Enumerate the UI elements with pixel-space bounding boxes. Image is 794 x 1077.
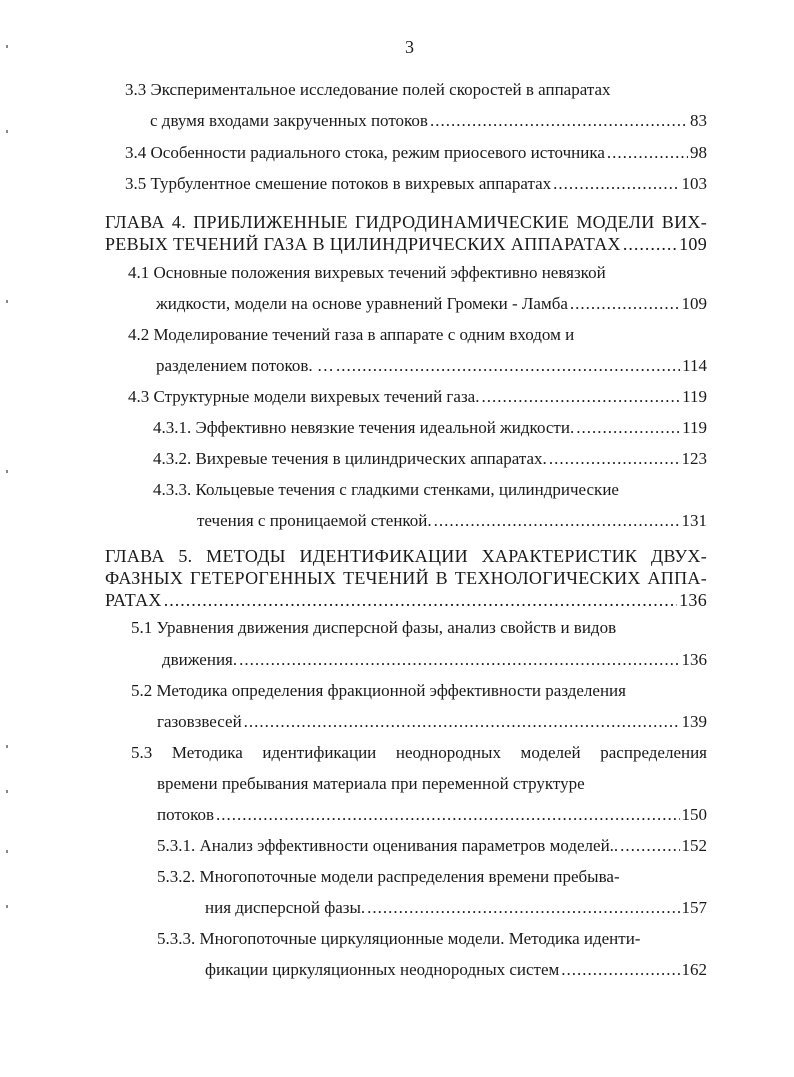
toc-page-number: 139 (681, 712, 707, 731)
toc-entry-5-3[interactable] (157, 805, 707, 825)
scan-speck (6, 300, 8, 303)
toc-entry-4-3[interactable] (128, 387, 707, 407)
dot-leader (367, 898, 679, 918)
toc-page-number: 131 (681, 511, 707, 530)
toc-entry-text: РЕВЫХ ТЕЧЕНИЙ ГАЗА В ЦИЛИНДРИЧЕСКИХ АППАРАТАХ (105, 234, 621, 254)
toc-page-number: 123 (681, 449, 707, 468)
dot-leader (244, 712, 680, 732)
toc-page-number: 119 (682, 418, 707, 437)
scan-speck (6, 470, 8, 473)
toc-entry-text: движения. (162, 650, 238, 669)
toc-page-number: 157 (681, 898, 707, 917)
toc-entry-text: 4.3 Структурные модели вихревых течений газа. (128, 387, 480, 406)
toc-entry-text: 4.3.2. Вихревые течения в цилиндрических аппаратах. (153, 449, 547, 468)
toc-entry-4-3-3[interactable] (197, 511, 707, 531)
toc-page-number: 83 (690, 111, 707, 130)
dot-leader (623, 234, 677, 254)
dot-leader (434, 511, 680, 531)
toc-entry-3-5[interactable] (125, 174, 707, 194)
page-number: 3 (405, 37, 414, 57)
toc-entry-text: газовзвесей (157, 712, 242, 731)
dot-leader (576, 418, 680, 438)
dot-leader (336, 356, 680, 376)
scan-speck (6, 790, 8, 793)
scan-speck (6, 850, 8, 853)
dot-leader (216, 805, 679, 825)
toc-entry-4-2-line1: 4.2 Моделирование течений газа в аппарате с одним входом и (128, 325, 575, 344)
toc-entry-text: 5.3.1. Анализ эффективности оценивания параметров моделей.. (157, 836, 619, 855)
chapter-4-title-line1: ГЛАВА 4. ПРИБЛИЖЕННЫЕ ГИДРОДИНАМИЧЕСКИЕ МОДЕЛИ ВИХ- (105, 212, 707, 232)
toc-entry-4-1-line1: 4.1 Основные положения вихревых течений эффективно невязкой (128, 263, 606, 282)
toc-entry-4-3-3-line1: 4.3.3. Кольцевые течения с гладкими стенками, цилиндрические (153, 480, 619, 499)
toc-page-number: 109 (681, 294, 707, 313)
dot-leader (430, 111, 688, 131)
scan-speck (6, 905, 8, 908)
toc-entry-4-1[interactable] (156, 294, 707, 314)
toc-entry-4-2[interactable] (156, 356, 707, 376)
toc-entry-text: течения с проницаемой стенкой. (197, 511, 432, 530)
toc-page-number: 136 (679, 590, 707, 610)
toc-entry-5-3-line1: 5.3 Методика идентификации неоднородных моделей распределения (131, 743, 707, 762)
toc-entry-text: 3.4 Особенности радиального стока, режим приосевого источника (125, 143, 605, 162)
dot-leader (607, 143, 688, 163)
dot-leader (620, 836, 679, 856)
toc-chapter-5[interactable] (105, 590, 707, 610)
toc-page-number: 114 (682, 356, 707, 375)
dot-leader (561, 960, 679, 980)
toc-entry-text: 4.3.1. Эффективно невязкие течения идеальной жидкости. (153, 418, 575, 437)
toc-entry-5-3-2[interactable] (205, 898, 707, 918)
scan-speck (6, 130, 8, 133)
toc-entry-text: разделением потоков. … (156, 356, 334, 375)
chapter-5-title-line1: ГЛАВА 5. МЕТОДЫ ИДЕНТИФИКАЦИИ ХАРАКТЕРИСТИК ДВУХ- (105, 546, 707, 566)
toc-entry-text: жидкости, модели на основе уравнений Громеки - Ламба (156, 294, 568, 313)
toc-entry-3-4[interactable] (125, 143, 707, 163)
dot-leader (239, 650, 679, 670)
toc-entry-3-3[interactable] (150, 111, 707, 131)
toc-entry-5-3-3-line1: 5.3.3. Многопоточные циркуляционные модели. Методика иденти- (157, 929, 641, 948)
toc-entry-text: фикации циркуляционных неоднородных систем (205, 960, 560, 979)
toc-entry-5-3-line2: времени пребывания материала при переменной структуре (157, 774, 585, 793)
toc-entry-5-3-2-line1: 5.3.2. Многопоточные модели распределения времени пребыва- (157, 867, 620, 886)
toc-chapter-4[interactable] (105, 234, 707, 254)
dot-leader (549, 449, 680, 469)
toc-entry-3-3-line1: 3.3 Экспериментальное исследование полей скоростей в аппаратах (125, 80, 611, 99)
dot-leader (570, 294, 680, 314)
toc-entry-4-3-1[interactable] (153, 418, 707, 438)
toc-page-number: 119 (682, 387, 707, 406)
scan-speck (6, 745, 8, 748)
toc-page-number: 152 (681, 836, 707, 855)
toc-entry-text: с двумя входами закрученных потоков (150, 111, 428, 130)
toc-page-number: 136 (681, 650, 707, 669)
toc-entry-text: ния дисперсной фазы. (205, 898, 366, 917)
toc-entry-text: 3.5 Турбулентное смешение потоков в вихревых аппаратах (125, 174, 552, 193)
toc-entry-4-3-2[interactable] (153, 449, 707, 469)
chapter-5-title-line2: ФАЗНЫХ ГЕТЕРОГЕННЫХ ТЕЧЕНИЙ В ТЕХНОЛОГИЧЕСКИХ АППА- (105, 568, 707, 588)
toc-entry-5-2-line1: 5.2 Методика определения фракционной эффективности разделения (131, 681, 626, 700)
toc-page-number: 103 (681, 174, 707, 193)
toc-page-number: 150 (681, 805, 707, 824)
toc-entry-5-3-1[interactable] (157, 836, 707, 856)
toc-entry-5-1[interactable] (162, 650, 707, 670)
toc-entry-5-2[interactable] (157, 712, 707, 732)
dot-leader (553, 174, 679, 194)
scan-speck (6, 45, 8, 48)
dot-leader (164, 590, 677, 610)
toc-entry-5-3-3[interactable] (205, 960, 707, 980)
dot-leader (481, 387, 680, 407)
toc-page-number: 162 (681, 960, 707, 979)
toc-entry-text: потоков (157, 805, 215, 824)
toc-entry-5-1-line1: 5.1 Уравнения движения дисперсной фазы, анализ свойств и видов (131, 618, 617, 637)
toc-page-number: 98 (690, 143, 707, 162)
toc-page-number: 109 (679, 234, 707, 254)
toc-entry-text: РАТАХ (105, 590, 162, 610)
